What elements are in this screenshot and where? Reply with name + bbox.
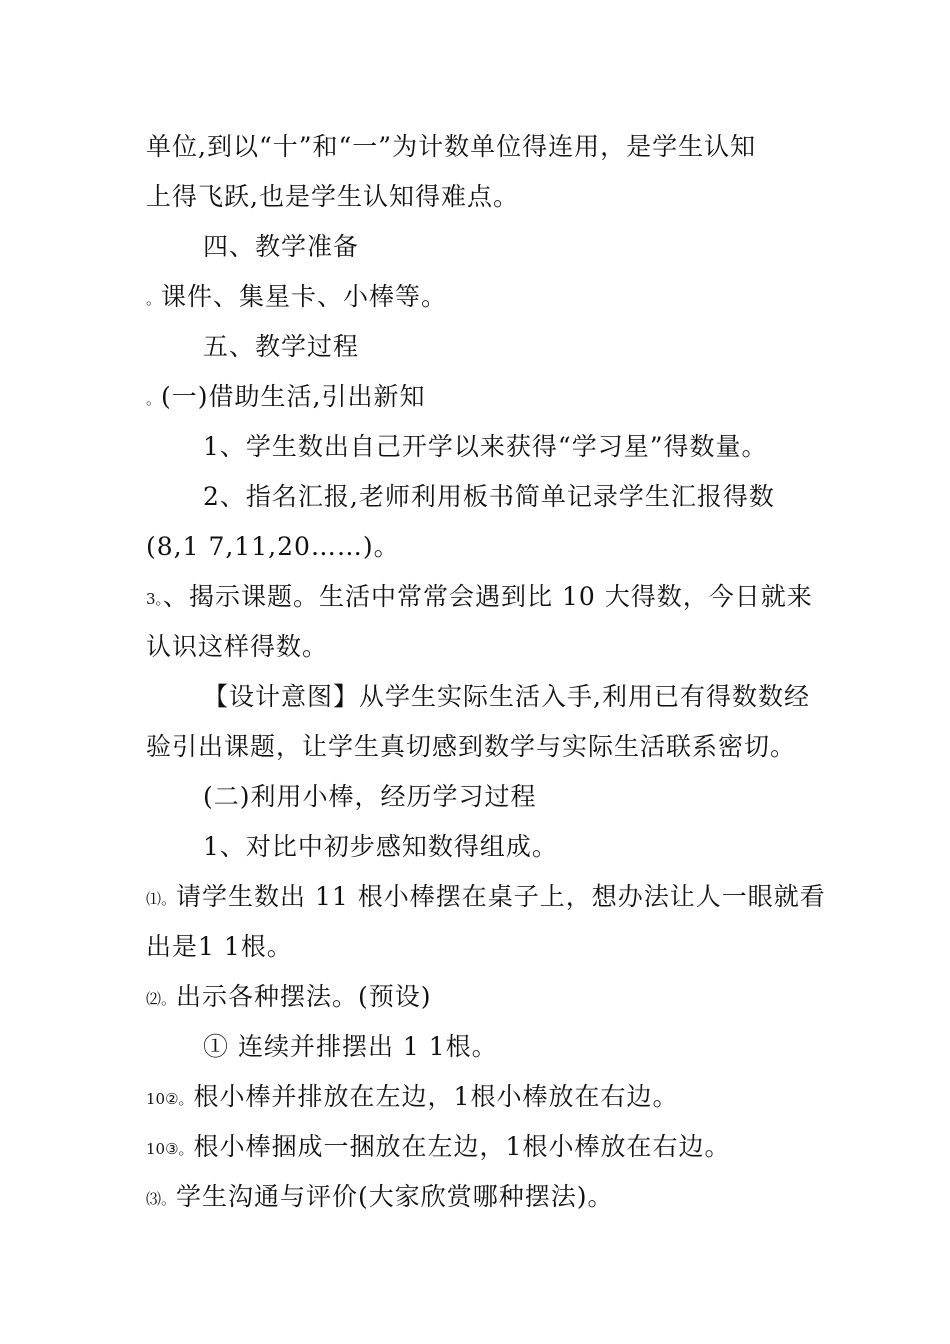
text-line xyxy=(146,1081,678,1115)
text-line: 1、学生数出自己开学以来获得“学习星”得数量。 xyxy=(203,432,768,461)
text-line xyxy=(146,981,432,1015)
line-text: 根小棒捆成一捆放在左边，1根小棒放在右边。 xyxy=(193,1132,731,1161)
text-line: 认识这样得数。 xyxy=(146,632,329,661)
line-prefix: ⑶。 xyxy=(146,1190,177,1208)
section-heading: 四、教学准备 xyxy=(203,232,360,261)
line-prefix: 10③。 xyxy=(146,1140,194,1158)
line-prefix: 。 xyxy=(146,290,162,308)
text-line xyxy=(146,581,813,615)
line-text: 、揭示课题。生活中常常会遇到比 10 大得数，今日就来 xyxy=(163,582,813,611)
text-line: 出是1 1根。 xyxy=(146,932,293,961)
text-line: 1、对比中初步感知数得组成。 xyxy=(203,832,558,861)
line-text: 课件、集星卡、小棒等。 xyxy=(161,282,448,311)
text-line xyxy=(146,881,826,915)
line-prefix: 10②。 xyxy=(146,1090,194,1108)
line-prefix: 。 xyxy=(146,390,162,408)
subsection-heading xyxy=(146,381,425,415)
line-text: 请学生数出 11 根小棒摆在桌子上，想办法让人一眼就看 xyxy=(176,882,826,911)
text-line: ① 连续并排摆出 1 1根。 xyxy=(203,1032,498,1061)
line-prefix: ⑴。 xyxy=(146,890,177,908)
text-line: 【设计意图】从学生实际生活入手,利用已有得数数经 xyxy=(203,682,810,711)
line-text: 出示各种摆法。(预设) xyxy=(176,982,432,1011)
text-line: 单位,到以“十”和“一”为计数单位得连用，是学生认知 xyxy=(146,132,757,161)
line-text: 根小棒并排放在左边，1根小棒放在右边。 xyxy=(193,1082,679,1111)
text-line: 验引出课题，让学生真切感到数学与实际生活联系密切。 xyxy=(146,732,797,761)
text-line xyxy=(146,281,447,315)
text-line xyxy=(146,1131,730,1165)
line-prefix: 3。 xyxy=(146,590,164,608)
text-line xyxy=(146,1181,614,1215)
section-heading: 五、教学过程 xyxy=(203,332,360,361)
subsection-heading: (二)利用小棒，经历学习过程 xyxy=(203,782,537,811)
text-line: 2、指名汇报,老师利用板书简单记录学生汇报得数 xyxy=(203,482,775,511)
line-prefix: ⑵。 xyxy=(146,990,177,1008)
line-text: 学生沟通与评价(大家欣赏哪种摆法)。 xyxy=(176,1182,614,1211)
line-text: (一)借助生活,引出新知 xyxy=(161,382,426,411)
text-line: (8,1 7,11,20……)。 xyxy=(146,532,400,561)
text-line: 上得飞跃,也是学生认知得难点。 xyxy=(146,182,519,211)
